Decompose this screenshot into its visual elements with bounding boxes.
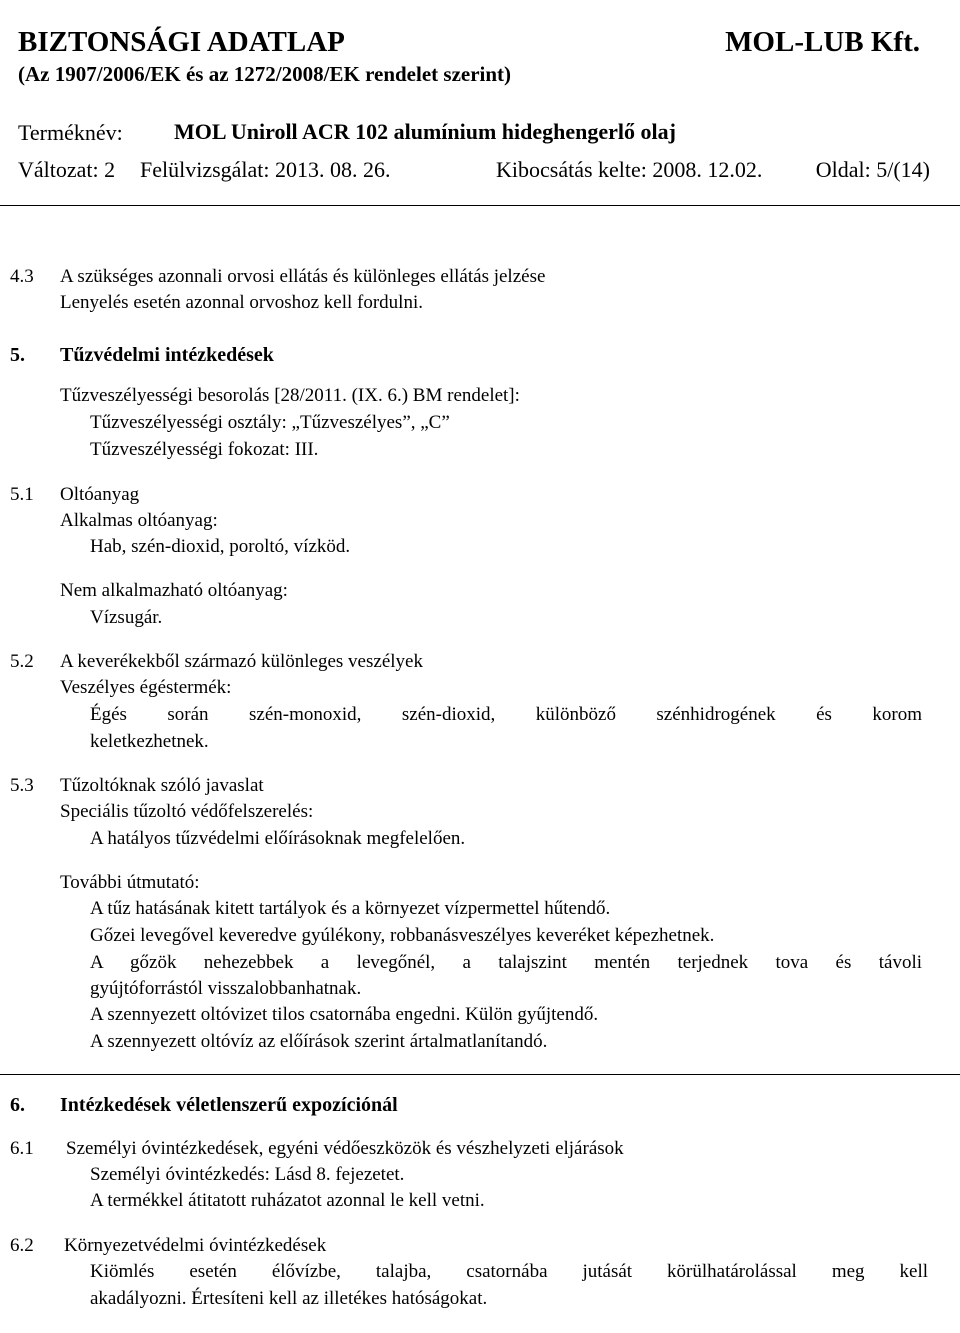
header-rule: [0, 205, 960, 206]
regulation-note: (Az 1907/2006/EK és az 1272/2008/EK rendelet szerint): [18, 62, 512, 86]
fire-grade-line: Tűzveszélyességi fokozat: III.: [90, 439, 319, 460]
suitable-media-label: Alkalmas oltóanyag:: [60, 510, 218, 531]
personal-precaution-line: A termékkel átitatott ruházatot azonnal le kell vetni.: [90, 1190, 485, 1211]
section-5-3-number: 5.3: [10, 775, 34, 796]
section-divider: [0, 1074, 960, 1075]
section-6-number: 6.: [10, 1094, 25, 1116]
version: Változat: 2: [18, 157, 116, 182]
section-6-1-title: Személyi óvintézkedések, egyéni védőeszközök és vészhelyzeti eljárások: [66, 1138, 624, 1159]
section-5-1-title: Oltóanyag: [60, 484, 140, 505]
section-5-title: Tűzvédelmi intézkedések: [60, 344, 274, 366]
guidance-line: A szennyezett oltóvíz az előírások szerint ártalmatlanítandó.: [90, 1031, 548, 1052]
fire-class-line: Tűzveszélyességi osztály: „Tűzveszélyes”, „C”: [90, 412, 450, 433]
combustion-products-line: Égés során szén-monoxid, szén-dioxid, különböző szénhidrogének és korom: [90, 704, 922, 725]
product-name: MOL Uniroll ACR 102 alumínium hideghengerlő olaj: [174, 119, 676, 144]
section-6-1-number: 6.1: [10, 1138, 34, 1159]
company-name: MOL-LUB Kft.: [725, 26, 920, 58]
section-6-title: Intézkedések véletlenszerű expozíciónál: [60, 1094, 398, 1116]
guidance-line: A tűz hatásának kitett tartályok és a környezet vízpermettel hűtendő.: [90, 898, 611, 919]
page-number: Oldal: 5/(14): [815, 157, 930, 182]
protective-equipment: A hatályos tűzvédelmi előírásoknak megfelelően.: [90, 828, 466, 849]
environmental-precaution-line: Kiömlés esetén élővízbe, talajba, csatornába jutását körülhatárolással meg kell: [90, 1261, 928, 1282]
protective-equipment-label: Speciális tűzoltó védőfelszerelés:: [60, 801, 314, 822]
section-4-3-number: 4.3: [10, 266, 34, 287]
guidance-line: A gőzök nehezebbek a levegőnél, a talajszint mentén terjednek tova és távoli: [90, 952, 922, 973]
personal-precaution-line: Személyi óvintézkedés: Lásd 8. fejezetet.: [90, 1164, 405, 1185]
issue-date: Kibocsátás kelte: 2008. 12.02.: [496, 157, 763, 182]
guidance-line: Gőzei levegővel keveredve gyúlékony, robbanásveszélyes keveréket képezhetnek.: [90, 925, 715, 946]
section-6-2-number: 6.2: [10, 1235, 34, 1256]
document-title: BIZTONSÁGI ADATLAP: [18, 26, 345, 58]
section-4-3-title: A szükséges azonnali orvosi ellátás és különleges ellátás jelzése: [60, 266, 546, 287]
unsuitable-media: Vízsugár.: [90, 607, 163, 628]
section-5-2-title: A keverékekből származó különleges veszélyek: [60, 651, 423, 672]
product-label: Terméknév:: [18, 120, 123, 145]
section-5-number: 5.: [10, 344, 25, 366]
unsuitable-media-label: Nem alkalmazható oltóanyag:: [60, 580, 288, 601]
revision-date: Felülvizsgálat: 2013. 08. 26.: [140, 157, 391, 182]
section-5-3-title: Tűzoltóknak szóló javaslat: [60, 775, 264, 796]
further-guidance-label: További útmutató:: [60, 872, 200, 893]
hazardous-combustion-label: Veszélyes égéstermék:: [60, 677, 232, 698]
guidance-line: gyújtóforrástól visszalobbanhatnak.: [90, 978, 362, 999]
fire-classification-intro: Tűzveszélyességi besorolás [28/2011. (IX. 6.) BM rendelet]:: [60, 385, 520, 406]
section-6-2-title: Környezetvédelmi óvintézkedések: [64, 1235, 327, 1256]
combustion-products-line-end: keletkezhetnek.: [90, 731, 209, 752]
section-5-1-number: 5.1: [10, 484, 34, 505]
suitable-media: Hab, szén-dioxid, poroltó, vízköd.: [90, 536, 351, 557]
section-5-2-number: 5.2: [10, 651, 34, 672]
section-4-3-text: Lenyelés esetén azonnal orvoshoz kell fordulni.: [60, 292, 423, 313]
environmental-precaution-line-end: akadályozni. Értesíteni kell az illetékes hatóságokat.: [90, 1288, 488, 1309]
guidance-line: A szennyezett oltóvizet tilos csatornába engedni. Külön gyűjtendő.: [90, 1004, 599, 1025]
